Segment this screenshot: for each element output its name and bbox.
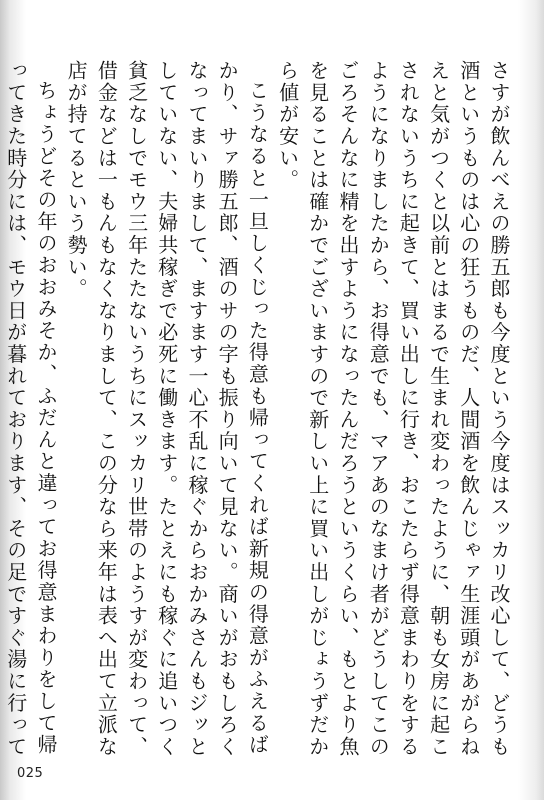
paragraph-3: ちょうどその年のおおみそか、ふだんと違ってお得意まわりをして帰ってきた時分には、モウ日が暮れております、その足ですぐ湯に行って <box>3 60 58 758</box>
paragraph-1: さすが飲んべえの勝五郎も今度という今度はスッカリ改心して、どうも酒というものは心の狂うものだ、人間酒を飲んじゃァ生涯頭があがらねえと気がつくと以前とはまるで生まれ変わったように、朝も女房に起こされないうちに起きて、買い出しに行き、おこたらず得意まわりをするようになりましたから、お得意でも、マアあのなまけ者がどうしてこのごろそんなに精を出すようになったんだろうというくらい、もとより魚を見ることは確かでございますので新しい上に買い出しがじょうずだから値が安い。 <box>275 60 511 758</box>
paragraph-2: こうなると一旦しくじった得意も帰ってくれば新規の得意がふえるばかり、サァ勝五郎、酒のサの字も振り向いて見ない。商いがおもしろくなってまいりまして、ますます一心不乱に稼ぐからおかみさんもジッとしていない、夫婦共稼ぎで必死に働きます。たとえにも稼ぐに追いつく貧乏なしでモウ三年たたないうちにスッカリ世帯のようすが変わって、借金などは一もんもなくなりまして、この分なら来年は表へ出て立派な店が持てるという勢い。 <box>64 60 270 758</box>
vertical-text-body <box>3 60 514 766</box>
page-number: 025 <box>17 766 44 781</box>
